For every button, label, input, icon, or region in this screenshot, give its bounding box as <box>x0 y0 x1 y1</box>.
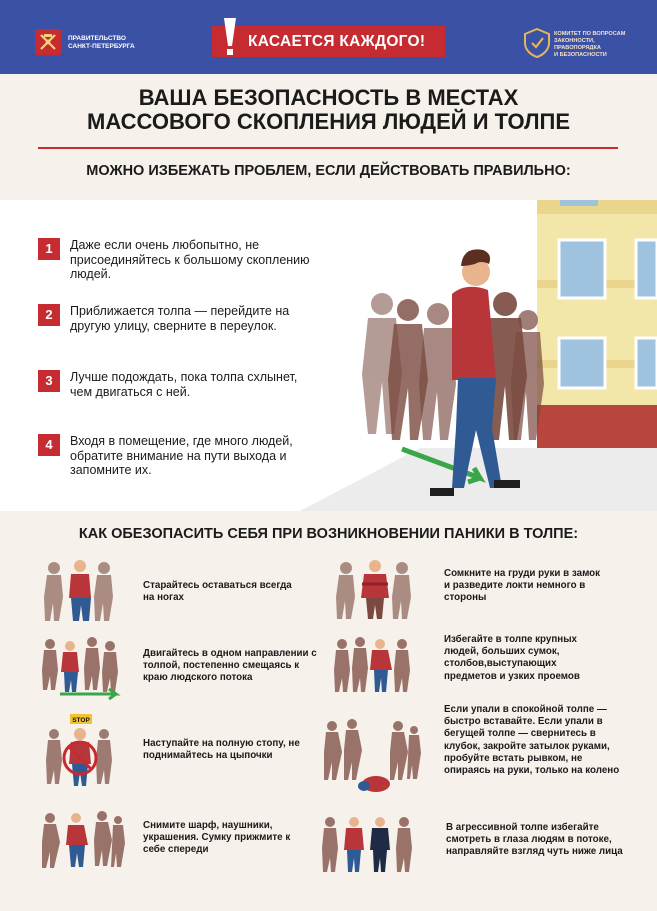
tip-item <box>40 556 330 622</box>
rule-number: 1 <box>38 238 60 260</box>
aggressive-crowd-icon <box>320 812 420 874</box>
page-title <box>0 86 657 134</box>
locked-arms-icon <box>332 556 418 620</box>
rule-number: 4 <box>38 434 60 456</box>
page-title-line2: МАССОВОГО СКОПЛЕНИЯ ЛЮДЕЙ И ТОЛПЕ <box>87 109 570 134</box>
tip-text: Избегайте в толпе крупных людей, больших сумок, столбов,выступающих предметов и узких проемов <box>444 634 580 682</box>
tip-item <box>332 632 632 702</box>
page-title-line1: ВАША БЕЗОПАСНОСТЬ В МЕСТАХ <box>138 85 519 110</box>
panic-section-title: КАК ОБЕЗОПАСИТЬ СЕБЯ ПРИ ВОЗНИКНОВЕНИИ ПАНИКИ В ТОЛПЕ: <box>78 526 579 542</box>
committee-label-line3: И БЕЗОПАСНОСТИ <box>554 52 607 58</box>
alert-badge <box>212 26 445 57</box>
remove-accessories-icon <box>40 808 126 872</box>
tip-text: Сомкните на груди руки в замок и разведите локти немного в стороны <box>444 568 601 604</box>
tip-text: Двигайтесь в одном направлении с толпой, постепенно смещаясь к краю людского потока <box>143 648 317 684</box>
committee-label-line2: ЗАКОННОСТИ, ПРАВОПОРЯДКА <box>554 38 601 51</box>
title-divider <box>38 147 618 149</box>
rule-text: Лучше подождать, пока толпа схлынет, чем двигаться с ней. <box>70 370 298 399</box>
tiptoe-warning-icon <box>40 712 120 788</box>
gov-label-line2: САНКТ-ПЕТЕРБУРГА <box>68 43 135 50</box>
tip-text: Снимите шарф, наушники, украшения. Сумку прижмите к себе спереди <box>143 820 291 856</box>
tip-item <box>318 704 638 808</box>
rule-item <box>38 434 328 478</box>
standing-person-icon <box>40 556 122 622</box>
section-subtitle: МОЖНО ИЗБЕЖАТЬ ПРОБЛЕМ, ЕСЛИ ДЕЙСТВОВАТЬ ПРАВИЛЬНО: <box>86 163 571 179</box>
avoid-obstacles-icon <box>332 632 422 700</box>
rule-number: 2 <box>38 304 60 326</box>
exclamation-icon <box>220 16 240 60</box>
tip-item <box>332 556 632 622</box>
header-bar <box>0 0 657 74</box>
tip-text: В агрессивной толпе избегайте смотреть в глаза людям в потоке, направляйте взгляд чуть ниже лица <box>446 822 623 858</box>
gov-label-line1: ПРАВИТЕЛЬСТВО <box>68 35 126 42</box>
building-icon <box>537 200 657 448</box>
committee-shield-icon <box>523 28 551 58</box>
rule-number: 3 <box>38 370 60 392</box>
tip-text: Если упали в спокойной толпе — быстро вставайте. Если упали в бегущей толпе — свернитесь в клубок, закройте затылок руками, пробуйте встать рывком, не опираясь на руки, только на колено <box>444 704 620 777</box>
tip-item <box>40 712 330 790</box>
crowd-flow-icon <box>40 632 124 702</box>
spb-coat-of-arms-icon <box>34 28 62 56</box>
committee-label-line1: КОМИТЕТ ПО ВОПРОСАМ <box>554 31 626 37</box>
rules-panel <box>0 200 657 511</box>
rule-item <box>38 238 328 282</box>
rule-text: Входя в помещение, где много людей, обратите внимание на пути выхода и запомните их. <box>70 434 293 477</box>
rule-item <box>38 304 328 348</box>
gov-label <box>68 35 135 51</box>
tip-text: Старайтесь оставаться всегда на ногах <box>143 580 292 604</box>
rule-text: Даже если очень любопытно, не присоединяйтесь к большому скоплению людей. <box>70 238 310 281</box>
stop-sign-label: STOP <box>72 717 90 724</box>
rule-text: Приближается толпа — перейдите на другую улицу, сверните в переулок. <box>70 304 290 333</box>
committee-label <box>554 31 634 59</box>
tip-item <box>320 812 640 880</box>
alert-text: КАСАЕТСЯ КАЖДОГО! <box>248 33 426 50</box>
tip-text: Наступайте на полную стопу, не поднимайтесь на цыпочки <box>143 738 300 762</box>
rule-item <box>38 370 328 400</box>
fallen-person-icon <box>318 716 422 800</box>
tip-item <box>40 808 330 874</box>
tip-item <box>40 632 330 704</box>
